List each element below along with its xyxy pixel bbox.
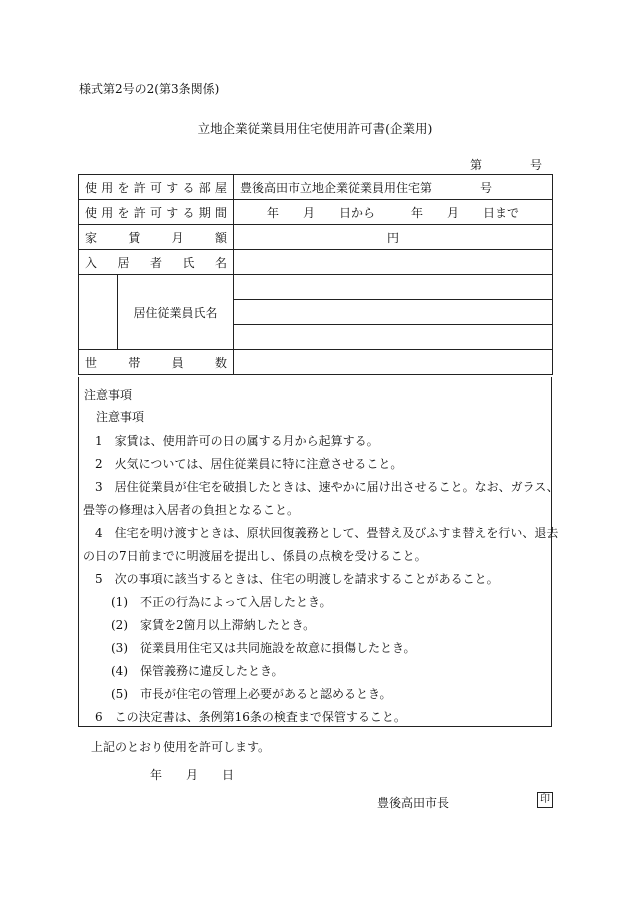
tenant-label: 入居者氏名: [79, 250, 234, 275]
household-value: [234, 350, 553, 375]
note-1: 1 家賃は、使用許可の日の属する月から起算する。: [95, 434, 379, 448]
household-row: [79, 350, 553, 375]
notes-heading: 注意事項: [84, 388, 133, 402]
note-3-cont: 畳等の修理は入居者の負担となること。: [83, 503, 300, 517]
period-value: 年 月 日から 年 月 日まで: [234, 200, 553, 225]
seal-stamp: 印: [537, 792, 553, 808]
note-5-2: (2) 家賃を2箇月以上滞納したとき。: [111, 618, 316, 632]
resident-spacer: [79, 275, 118, 350]
resident-value-1: [234, 275, 553, 300]
note-3: 3 居住従業員が住宅を破損したときは、速やかに届け出させること。なお、ガラス、: [95, 480, 559, 494]
tenant-row: [79, 250, 553, 275]
issue-date: 年 月 日: [150, 768, 235, 782]
form-reference: 様式第2号の2(第3条関係): [79, 82, 220, 96]
room-value: 豊後高田市立地企業従業員用住宅第 号: [234, 175, 553, 200]
period-label: 使用を許可する期間: [79, 200, 234, 225]
note-5-1: (1) 不正の行為によって入居したとき。: [111, 595, 332, 609]
mayor-signature: 豊後高田市長: [377, 796, 450, 810]
note-5-5: (5) 市長が住宅の管理上必要があると認めるとき。: [111, 687, 392, 701]
household-label: 世帯員数: [79, 350, 234, 375]
permit-table: [78, 174, 553, 375]
room-row: [79, 175, 553, 200]
resident-row-1: [79, 275, 553, 300]
notes-section: [78, 377, 559, 727]
note-5-3: (3) 従業員用住宅又は共同施設を故意に損傷したとき。: [111, 641, 416, 655]
note-5-4: (4) 保管義務に違反したとき。: [111, 664, 284, 678]
resident-value-2: [234, 300, 553, 325]
resident-label: 居住従業員氏名: [118, 275, 234, 350]
room-label: 使用を許可する部屋: [79, 175, 234, 200]
rent-value: 円: [234, 225, 553, 250]
note-2: 2 火気については、居住従業員に特に注意させること。: [95, 457, 403, 471]
rent-row: [79, 225, 553, 250]
document-number: 第 号: [469, 158, 542, 172]
note-4-cont: の日の7日前までに明渡届を提出し、係員の点検を受けること。: [83, 549, 427, 563]
rent-label: 家賃月額: [79, 225, 234, 250]
note-5: 5 次の事項に該当するときは、住宅の明渡しを請求することがあること。: [95, 572, 499, 586]
period-row: [79, 200, 553, 225]
permit-statement: 上記のとおり使用を許可します。: [91, 740, 271, 754]
note-4: 4 住宅を明け渡すときは、原状回復義務として、畳替え及びふすま替えを行い、退去: [95, 526, 559, 540]
notes-subheading: 注意事項: [96, 410, 145, 424]
note-6: 6 この決定書は、条例第16条の検査まで保管すること。: [95, 710, 406, 724]
resident-value-3: [234, 325, 553, 350]
tenant-value: [234, 250, 553, 275]
document-title: 立地企業従業員用住宅使用許可書(企業用): [197, 121, 433, 136]
